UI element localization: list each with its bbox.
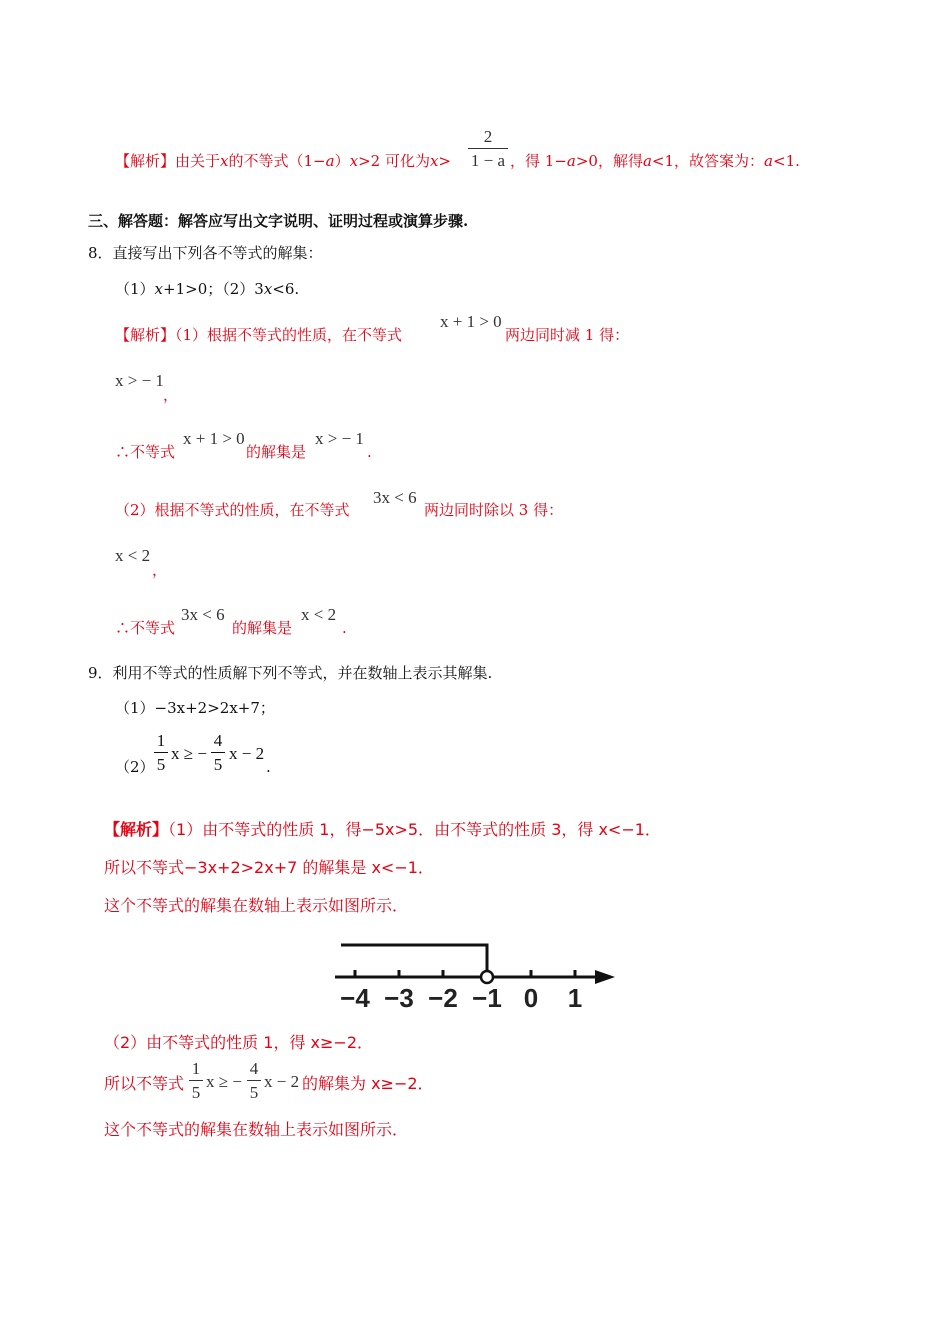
q8-conclusion2-math2: x < 2	[301, 605, 337, 624]
q8-conclusion1-mid: 的解集是	[246, 443, 307, 461]
q9-part2-frac1: 1 5	[154, 732, 168, 773]
q7-fraction: 2 1 − a	[468, 128, 508, 169]
q8-result1-punct: ，	[163, 386, 179, 404]
q9-solution-4: （2）由不等式的性质 1，得 x≥−2．	[104, 1033, 373, 1052]
q8-conclusion1-math: x + 1 > 0	[183, 429, 245, 448]
q8-step1-tail: 两边同时减 1 得：	[505, 326, 630, 344]
q9-part2-dot: .	[266, 758, 271, 776]
tick-label: −4	[340, 983, 370, 1013]
q8-parts: （1）x+1>0；（2）3x<6.	[115, 280, 300, 298]
q8-conclusion1-math2: x > − 1	[315, 429, 364, 448]
tick-label: −2	[428, 983, 458, 1013]
analysis-tag: 【解析】	[115, 326, 176, 344]
q9-solution-2: 所以不等式−3x+2>2x+7 的解集是 x<−1．	[104, 858, 434, 877]
tick-label: −3	[384, 983, 414, 1013]
q8-stem: 8．直接写出下列各不等式的解集：	[88, 244, 323, 262]
q8-conclusion2-math: 3x < 6	[181, 605, 225, 624]
q9-solution-1: 【解析】（1）由不等式的性质 1，得−5x>5．由不等式的性质 3，得 x<−1．	[104, 820, 661, 839]
q9-stem: 9．利用不等式的性质解下列不等式，并在数轴上表示其解集.	[88, 664, 493, 682]
number-line	[325, 935, 625, 1015]
tick-label: 1	[567, 983, 583, 1013]
solution-bracket	[341, 945, 487, 971]
q9-solution-5: 所以不等式	[104, 1074, 185, 1093]
q8-conclusion1-punct: .	[367, 443, 372, 461]
open-point	[481, 971, 493, 983]
q8-step2-tail: 两边同时除以 3 得：	[424, 501, 564, 519]
q9-solution-6: 这个不等式的解集在数轴上表示如图所示．	[104, 1120, 409, 1139]
q9-part2-end: x − 2	[229, 744, 265, 763]
analysis-tag: 【解析】	[115, 152, 176, 170]
q9-part1: （1）−3x+2>2x+7；	[115, 699, 275, 717]
section-title: 三、解答题：解答应写出文字说明、证明过程或演算步骤.	[88, 212, 469, 230]
axis-arrow	[595, 970, 615, 984]
q9-solution-5-tail: 的解集为 x≥−2．	[302, 1074, 434, 1093]
analysis-tag: 【解析】	[104, 820, 169, 839]
q8-conclusion2: ∴不等式	[115, 619, 176, 637]
q7-solution: 【解析】由关于x的不等式（1−a）x>2 可化为x>	[115, 152, 451, 170]
q8-step1: 【解析】（1）根据不等式的性质，在不等式	[115, 326, 403, 344]
q9-part2-mid: x ≥ −	[171, 744, 207, 763]
q8-result2-punct: ，	[152, 561, 168, 579]
q8-conclusion2-mid: 的解集是	[232, 619, 293, 637]
q9-solution-5-mid: x ≥ −	[206, 1072, 242, 1091]
tick-label: 0	[523, 983, 539, 1013]
q9-solution-5-frac1: 1 5	[189, 1060, 203, 1101]
q8-result1-math: x > − 1	[115, 371, 164, 390]
q9-solution-5-frac2: 4 5	[247, 1060, 261, 1101]
q9-part2-frac2: 4 5	[211, 732, 225, 773]
q8-conclusion1: ∴不等式	[115, 443, 176, 461]
q7-solution-tail: ，得 1−a>0，解得a<1，故答案为：a<1.	[510, 152, 800, 170]
q9-part2-label: （2）	[115, 758, 155, 776]
q8-step2: （2）根据不等式的性质，在不等式	[115, 501, 350, 519]
q8-result2-math: x < 2	[115, 546, 151, 565]
q8-step2-math: 3x < 6	[373, 488, 417, 507]
q8-step1-math: x + 1 > 0	[440, 312, 502, 331]
q8-conclusion2-punct: .	[342, 619, 347, 637]
q9-solution-3: 这个不等式的解集在数轴上表示如图所示．	[104, 896, 409, 915]
q9-solution-5-end: x − 2	[264, 1072, 300, 1091]
tick-label: −1	[472, 983, 502, 1013]
